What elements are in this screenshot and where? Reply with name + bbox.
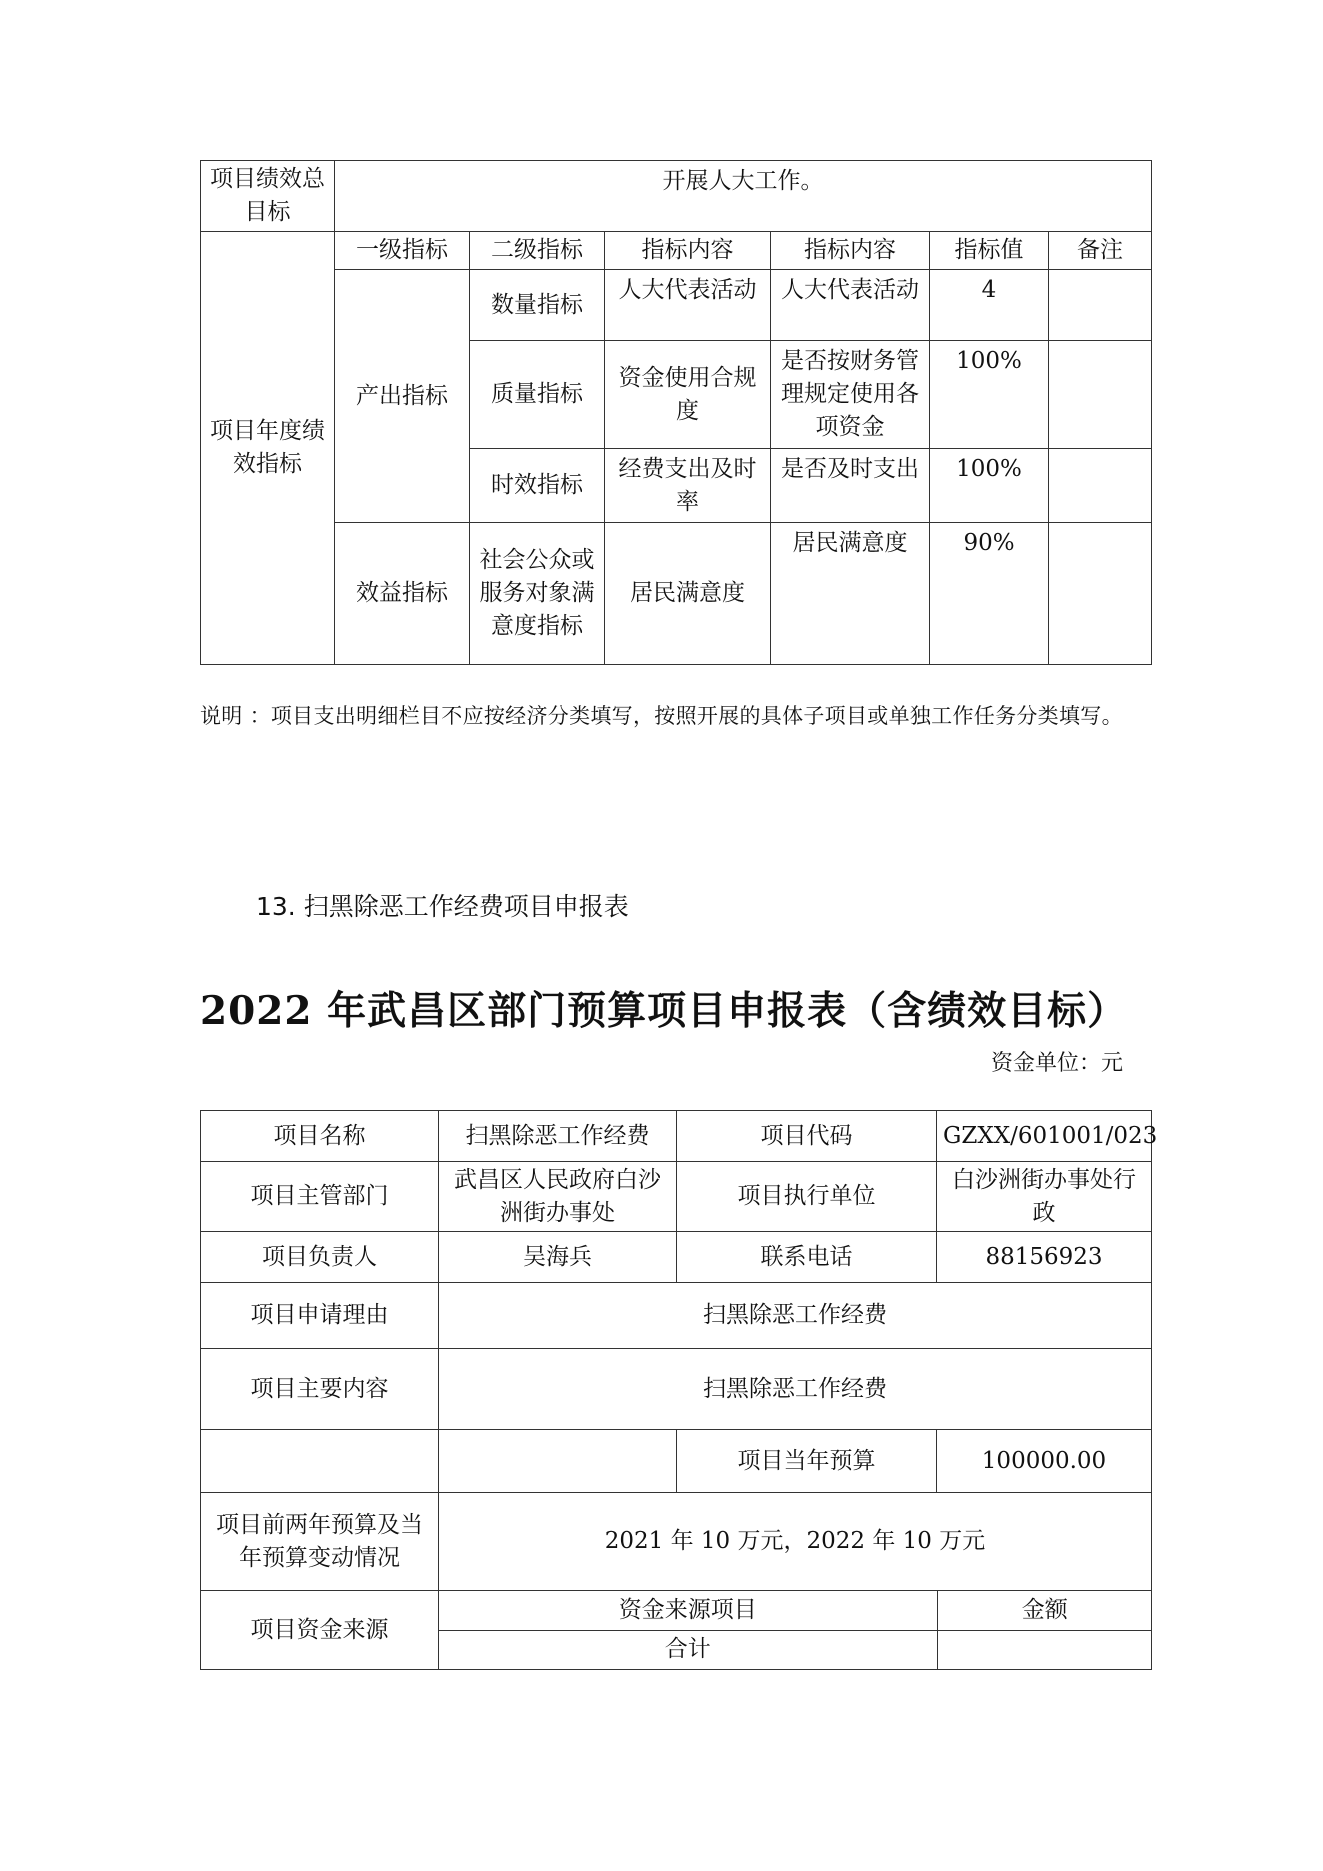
row-note: [1049, 341, 1152, 449]
row-content1: 经费支出及时率: [605, 449, 771, 523]
row-value: 100%: [930, 449, 1049, 523]
row-value: 100%: [930, 341, 1049, 449]
header-note: 备注: [1049, 232, 1152, 270]
row-content2: 人大代表活动: [771, 270, 930, 341]
row-content1: 居民满意度: [605, 523, 771, 665]
row-level2: 质量指标: [470, 341, 605, 449]
row-note: [1049, 523, 1152, 665]
previous-budget-value: 2021 年 10 万元，2022 年 10 万元: [439, 1493, 1152, 1591]
indicator-section-label: 项目年度绩效指标: [201, 232, 335, 665]
row-value: 90%: [930, 523, 1049, 665]
empty-cell: [201, 1430, 439, 1493]
header-value: 指标值: [930, 232, 1049, 270]
total-label: 合计: [664, 1636, 711, 1663]
funding-source-label: 项目资金来源: [201, 1591, 439, 1670]
project-code-label: 项目代码: [677, 1111, 937, 1162]
row-note: [1049, 270, 1152, 341]
empty-cell: [439, 1430, 677, 1493]
project-leader-label: 项目负责人: [201, 1232, 439, 1283]
row-note: [1049, 449, 1152, 523]
project-name-value: 扫黑除恶工作经费: [439, 1111, 677, 1162]
reason-value: 扫黑除恶工作经费: [439, 1283, 1152, 1349]
header-content2: 指标内容: [771, 232, 930, 270]
total-value: [937, 1630, 1152, 1669]
funding-source-table: [439, 1591, 1152, 1669]
executing-unit-value: 白沙洲街办事处行政: [937, 1162, 1152, 1232]
managing-dept-value: 武昌区人民政府白沙洲街办事处: [439, 1162, 677, 1232]
reason-label: 项目申请理由: [201, 1283, 439, 1349]
source-amount-header: 金额: [937, 1591, 1152, 1630]
row-value: 4: [930, 270, 1049, 341]
project-name-label: 项目名称: [201, 1111, 439, 1162]
goal-value: 开展人大工作。: [335, 161, 1152, 232]
annual-budget-label: 项目当年预算: [677, 1430, 937, 1493]
header-content1: 指标内容: [605, 232, 771, 270]
row-content2: 是否按财务管理规定使用各项资金: [771, 341, 930, 449]
project-leader-value: 吴海兵: [439, 1232, 677, 1283]
output-indicator-label: 产出指标: [335, 270, 470, 523]
annual-budget-value: 100000.00: [937, 1430, 1152, 1493]
managing-dept-label: 项目主管部门: [201, 1162, 439, 1232]
section-heading: 13. 扫黑除恶工作经费项目申报表: [256, 892, 629, 921]
previous-budget-label: 项目前两年预算及当年预算变动情况: [201, 1493, 439, 1591]
phone-label: 联系电话: [677, 1232, 937, 1283]
row-content2: 是否及时支出: [771, 449, 930, 523]
main-content-label: 项目主要内容: [201, 1349, 439, 1430]
header-level1: 一级指标: [335, 232, 470, 270]
application-table: [200, 1110, 1158, 1670]
main-content-value: 扫黑除恶工作经费: [439, 1349, 1152, 1430]
funding-source-cell: [439, 1591, 1152, 1670]
benefit-indicator-label: 效益指标: [335, 523, 470, 665]
row-level2: 数量指标: [470, 270, 605, 341]
executing-unit-label: 项目执行单位: [677, 1162, 937, 1232]
row-level2: 社会公众或服务对象满意度指标: [470, 523, 605, 665]
row-content2: 居民满意度: [771, 523, 930, 665]
explanation-note: 说明 ：项目支出明细栏目不应按经济分类填写，按照开展的具体子项目或单独工作任务分类填写。: [200, 704, 1123, 728]
performance-table: [200, 160, 1152, 665]
goal-label: 项目绩效总目标: [201, 161, 335, 232]
phone-value: 88156923: [937, 1232, 1152, 1283]
form-title: 2022 年武昌区部门预算项目申报表（含绩效目标）: [200, 988, 1128, 1034]
row-level2: 时效指标: [470, 449, 605, 523]
source-item-header: 资金来源项目: [439, 1591, 937, 1630]
row-content1: 人大代表活动: [605, 270, 771, 341]
header-level2: 二级指标: [470, 232, 605, 270]
row-content1: 资金使用合规度: [605, 341, 771, 449]
unit-label: 资金单位：元: [990, 1051, 1123, 1076]
project-code-value: GZXX/601001/023: [937, 1111, 1152, 1162]
